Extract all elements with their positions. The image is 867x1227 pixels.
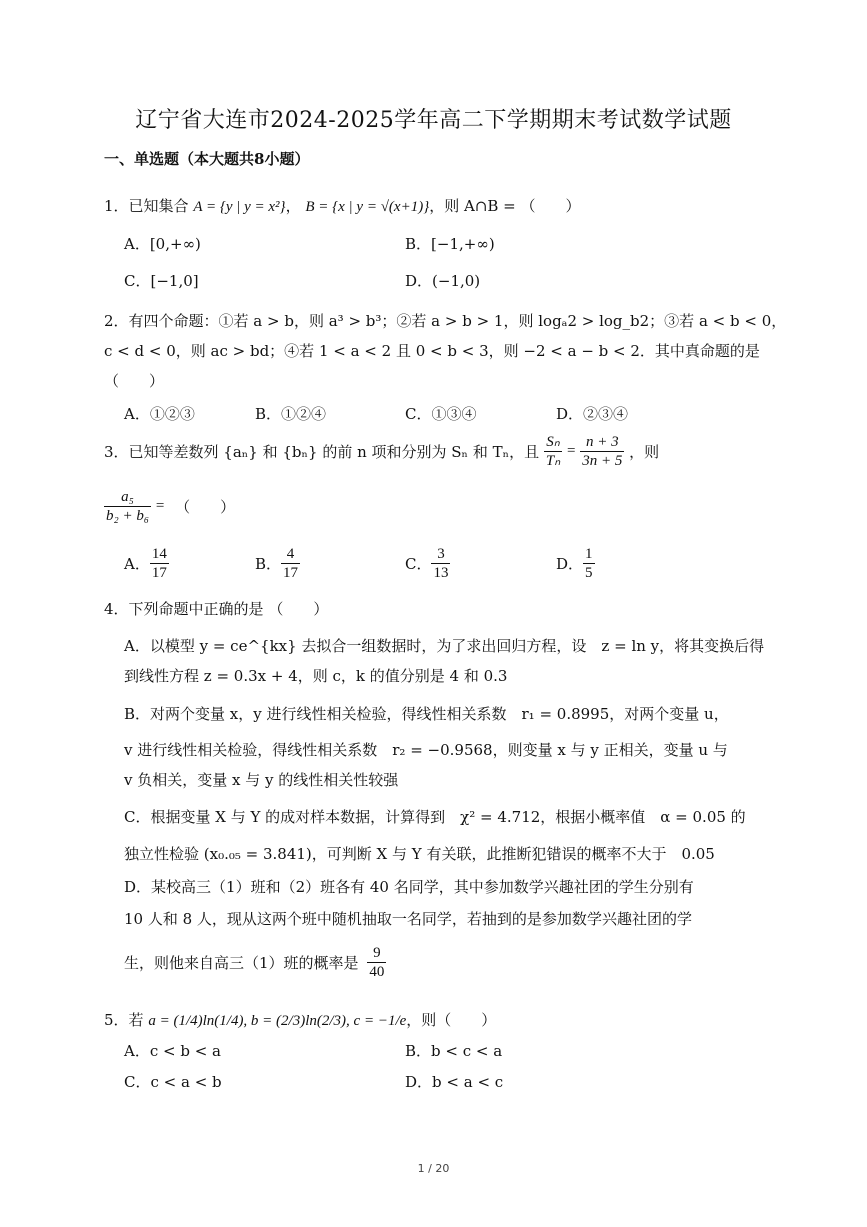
page-number: 1 / 20	[417, 1162, 450, 1175]
question-3-stem: 3．已知等差数列 {aₙ} 和 {bₙ} 的前 n 项和分别为 Sₙ 和 Tₙ，且 $\frac{\text{Sₙ}}{\text{Tₙ}}$ = $\frac{n + 3}{3n + 5}$ ，则	[104, 434, 660, 469]
q3-option-d: D． $\frac{1}{5}$	[556, 546, 593, 581]
q4-option-d-line-2: 10 人和 8 人，现从这两个班中随机抽取一名同学，若抽到的是参加数学兴趣社团的学	[124, 910, 692, 928]
q4-option-b-line-3: v 负相关，变量 x 与 y 的线性相关性较强	[124, 771, 399, 789]
question-3-expression: $\frac{\text{a₅}}{\text{b₂ + b₆}}$ = （ ）	[106, 489, 236, 524]
q4-option-b-line-1: B．对两个变量 x，y 进行线性相关检验，得线性相关系数 r₁ = 0.8995，对两个变量 u，	[124, 705, 729, 723]
question-2-line-1: 2．有四个命题：①若 a > b，则 a³ > b³；②若 a > b > 1，则 logₐ2 > log_b2；③若 a < b < 0，	[104, 312, 787, 330]
q4-option-a-line-2: 到线性方程 z = 0.3x + 4，则 c，k 的值分别是 4 和 0.3	[124, 667, 508, 685]
q3-option-a: A． $\frac{14}{17}$	[124, 546, 167, 581]
q1-option-a: A．[0,+∞)	[124, 235, 201, 253]
q3-option-b: B． $\frac{4}{17}$	[255, 546, 299, 581]
set-b: B = {x | y = √(x+1)}	[305, 199, 430, 215]
question-5-stem: 5．若 a = (1/4)ln(1/4), b = (2/3)ln(2/3), c = −1/e，则（ ）	[104, 1011, 497, 1029]
q5-expression: a = (1/4)ln(1/4), b = (2/3)ln(2/3), c = −1/e	[148, 1013, 407, 1029]
q4-option-c-line-1: C．根据变量 X 与 Y 的成对样本数据，计算得到 χ² = 4.712，根据小概率值 α = 0.05 的	[124, 808, 746, 826]
set-a: A = {y | y = x²}	[193, 199, 286, 215]
rhs-fraction: $\frac{n + 3}{3n + 5}$	[582, 434, 623, 469]
expr-fraction: $\frac{\text{a₅}}{\text{b₂ + b₆}}$	[106, 489, 150, 524]
q4-option-d-line-1: D．某校高三（1）班和（2）班各有 40 名同学，其中参加数学兴趣社团的学生分别有	[124, 878, 694, 896]
q2-option-b: B．①②④	[255, 405, 327, 423]
q3-option-c: C． $\frac{3}{13}$	[405, 546, 449, 581]
q2-option-d: D．②③④	[556, 405, 629, 423]
q4-option-b-line-2: v 进行线性相关检验，得线性相关系数 r₂ = −0.9568，则变量 x 与 y 正相关，变量 u 与	[124, 741, 728, 759]
q4-option-d-line-3: 生，则他来自高三（1）班的概率是 $\frac{9}{40}$	[124, 945, 385, 980]
q5-option-c: C．c < a < b	[124, 1073, 222, 1091]
q2-option-c: C．①③④	[405, 405, 477, 423]
page-title: 辽宁省大连市2024-2025学年高二下学期期末考试数学试题	[135, 108, 732, 133]
question-4-stem: 4．下列命题中正确的是 （ ）	[104, 600, 329, 618]
probability-fraction: $\frac{9}{40}$	[369, 945, 385, 980]
section-heading: 一、单选题（本大题共8小题）	[104, 150, 310, 168]
q1-option-c: C．[−1,0]	[124, 272, 199, 290]
ratio-fraction: $\frac{\text{Sₙ}}{\text{Tₙ}}$	[545, 434, 561, 469]
q5-option-b: B．b < c < a	[405, 1042, 503, 1060]
question-2-line-2: c < d < 0，则 ac > bd；④若 1 < a < 2 且 0 < b < 3，则 −2 < a − b < 2．其中真命题的是	[104, 342, 760, 360]
q5-option-a: A．c < b < a	[124, 1042, 221, 1060]
q4-option-a-line-1: A．以模型 y = ce^{kx} 去拟合一组数据时，为了求出回归方程，设 z = ln y，将其变换后得	[124, 637, 765, 655]
q4-option-c-line-2: 独立性检验 (x₀.₀₅ = 3.841)，可判断 X 与 Y 有关联，此推断犯错误的概率不大于 0.05	[124, 845, 715, 863]
q1-option-d: D．(−1,0)	[405, 272, 481, 290]
q5-option-d: D．b < a < c	[405, 1073, 504, 1091]
question-2-line-3: （ ）	[104, 372, 165, 390]
q2-option-a: A．①②③	[124, 405, 195, 423]
q1-option-b: B．[−1,+∞)	[405, 235, 495, 253]
question-1-stem: 1．已知集合 A = {y | y = x²}， B = {x | y = √(x+1)}，则 A∩B = （ ）	[104, 197, 581, 215]
